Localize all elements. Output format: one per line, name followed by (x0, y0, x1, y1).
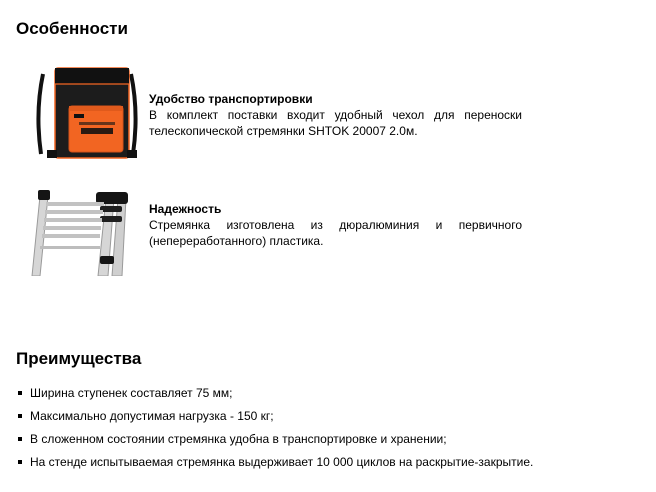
feature-title: Надежность (149, 202, 222, 216)
list-item (18, 431, 533, 447)
list-item (18, 385, 533, 401)
carry-bag-image (33, 62, 141, 166)
feature-description: В комплект поставки входит удобный чехол для переноски телескопической стремянки SHTOK 20007 2.0м. (149, 108, 522, 138)
bullet-icon (18, 437, 22, 441)
list-item (18, 454, 533, 470)
bullet-icon (18, 460, 22, 464)
advantages-heading: Преимущества (16, 349, 142, 368)
bullet-icon (18, 391, 22, 395)
feature-title: Удобство транспортировки (149, 92, 313, 106)
feature-description: Стремянка изготовлена из дюралюминия и первичного (непереработанного) пластика. (149, 218, 522, 248)
features-heading: Особенности (16, 19, 128, 38)
bullet-icon (18, 414, 22, 418)
advantages-list (18, 385, 533, 477)
list-item-text: На стенде испытываемая стремянка выдерживает 10 000 циклов на раскрытие-закрытие. (30, 455, 534, 469)
list-item-text: В сложенном состоянии стремянка удобна в транспортировке и хранении; (30, 432, 447, 446)
telescopic-ladder-image (26, 186, 130, 276)
list-item-text: Максимально допустимая нагрузка - 150 кг; (30, 409, 274, 423)
feature-item-transport (149, 91, 522, 139)
feature-item-reliability (149, 201, 522, 249)
list-item-text: Ширина ступенек составляет 75 мм; (30, 386, 233, 400)
list-item (18, 408, 533, 424)
